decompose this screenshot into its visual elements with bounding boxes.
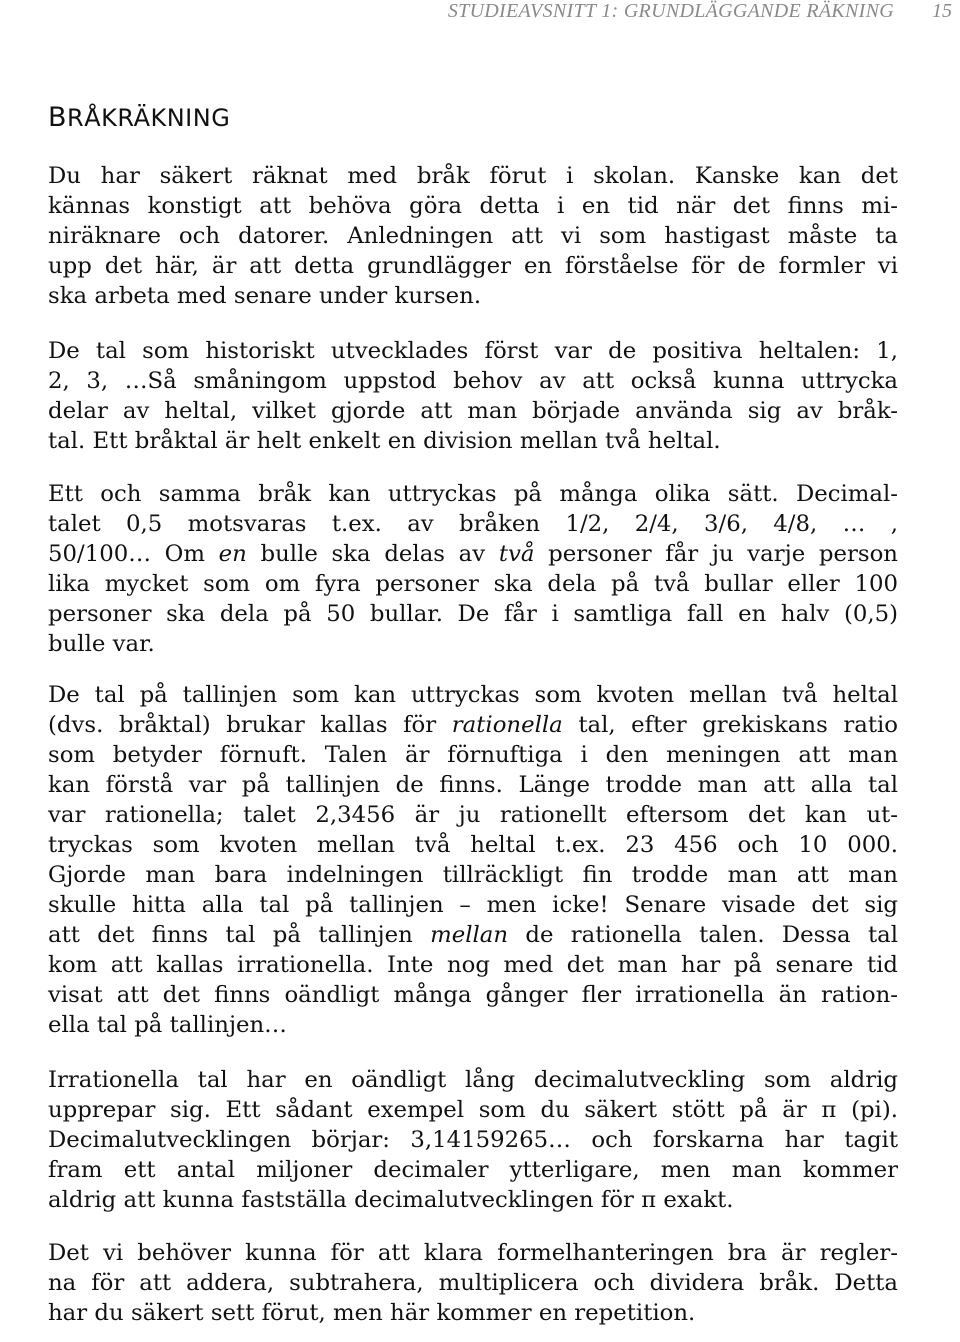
text-line: kom att kallas irrationella. Inte nog med det man har på senare tid (48, 952, 898, 978)
text-line: ska arbeta med senare under kursen. (48, 283, 482, 309)
page-number: 15 (932, 0, 952, 22)
body-text (48, 161, 898, 1328)
text-line: De tal på tallinjen som kan uttryckas som kvoten mellan två heltal (48, 682, 898, 708)
text-line: visat att det finns oändligt många gånger fler irrationella än ration- (48, 982, 898, 1008)
text-line: 2, 3, …Så småningom uppstod behov av att också kunna uttrycka (48, 368, 898, 394)
text-line: fram ett antal miljoner decimaler ytterligare, men man kommer (48, 1157, 898, 1183)
text-line: De tal som historiskt utvecklades först var de positiva heltalen: 1, (48, 338, 898, 364)
running-header (0, 0, 960, 24)
text-line (48, 539, 898, 569)
text-line: bulle var. (48, 631, 155, 657)
text-line: Irrationella tal har en oändligt lång decimalutveckling som aldrig (48, 1067, 898, 1093)
text-segment: (dvs. bråktal) brukar kallas för (48, 712, 452, 738)
emphasis-text: rationella (451, 712, 563, 738)
text-segment: personer får ju varje person (534, 541, 898, 567)
text-line (48, 920, 898, 950)
text-line: aldrig att kunna fastställa decimalutvecklingen för π exakt. (48, 1187, 734, 1213)
text-line: Ett och samma bråk kan uttryckas på många olika sätt. Decimal- (48, 481, 898, 507)
paragraph-rules-intro (48, 1238, 898, 1328)
text-line: har du säkert sett förut, men här kommer en repetition. (48, 1300, 696, 1326)
text-line: upp det här, är att detta grundlägger en förståelse för de formler vi (48, 253, 898, 279)
heading-first-letter: B (48, 102, 68, 133)
text-line: tryckas som kvoten mellan två heltal t.ex. 23 456 och 10 000. (48, 832, 898, 858)
paragraph-rational-numbers (48, 680, 898, 1040)
text-segment: 50/100… Om (48, 541, 219, 567)
text-line: Det vi behöver kunna för att klara formelhanteringen bra är regler- (48, 1240, 898, 1266)
text-line: skulle hitta alla tal på tallinjen – men icke! Senare visade det sig (48, 892, 898, 918)
text-segment: tal, efter grekiskans ratio (562, 712, 898, 738)
heading-rest: RÅKRÄKNING (67, 104, 231, 132)
text-line: kan förstå var på tallinjen de finns. Länge trodde man att alla tal (48, 772, 898, 798)
text-line (48, 710, 898, 740)
text-line: delar av heltal, vilket gjorde att man började använda sig av bråk- (48, 398, 898, 424)
text-line: niräknare och datorer. Anledningen att vi som hastigast måste ta (48, 223, 898, 249)
text-line: som betyder förnuft. Talen är förnuftiga i den meningen att man (48, 742, 898, 768)
text-line: Du har säkert räknat med bråk förut i skolan. Kanske kan det (48, 163, 898, 189)
paragraph-irrational-numbers (48, 1065, 898, 1215)
paragraph-same-fraction (48, 479, 898, 659)
text-line: tal. Ett bråktal är helt enkelt en division mellan två heltal. (48, 428, 721, 454)
paragraph-intro (48, 161, 898, 311)
text-segment: de rationella talen. Dessa tal (508, 922, 898, 948)
text-line: kännas konstigt att behöva göra detta i en tid när det finns mi- (48, 193, 898, 219)
section-heading (48, 102, 230, 133)
running-header-section: STUDIEAVSNITT 1: GRUNDLÄGGANDE RÄKNING (447, 0, 894, 22)
text-line: ella tal på tallinjen… (48, 1012, 287, 1038)
text-line: var rationella; talet 2,3456 är ju rationellt eftersom det kan ut- (48, 802, 898, 828)
emphasis-text: en (218, 541, 247, 567)
emphasis-text: mellan (430, 922, 509, 948)
text-line: Gjorde man bara indelningen tillräckligt fin trodde man att man (48, 862, 898, 888)
text-line: lika mycket som om fyra personer ska dela på två bullar eller 100 (48, 571, 898, 597)
text-line: upprepar sig. Ett sådant exempel som du säkert stött på är π (pi). (48, 1097, 898, 1123)
text-segment: bulle ska delas av (246, 541, 499, 567)
paragraph-integers (48, 336, 898, 456)
text-line: personer ska dela på 50 bullar. De får i samtliga fall en halv (0,5) (48, 601, 898, 627)
text-line: na för att addera, subtrahera, multiplicera och dividera bråk. Detta (48, 1270, 898, 1296)
text-line: talet 0,5 motsvaras t.ex. av bråken 1/2, 2/4, 3/6, 4/8, … , (48, 511, 898, 537)
emphasis-text: två (498, 541, 535, 567)
text-segment: att det finns tal på tallinjen (48, 922, 431, 948)
text-line: Decimalutvecklingen börjar: 3,14159265… och forskarna har tagit (48, 1127, 898, 1153)
